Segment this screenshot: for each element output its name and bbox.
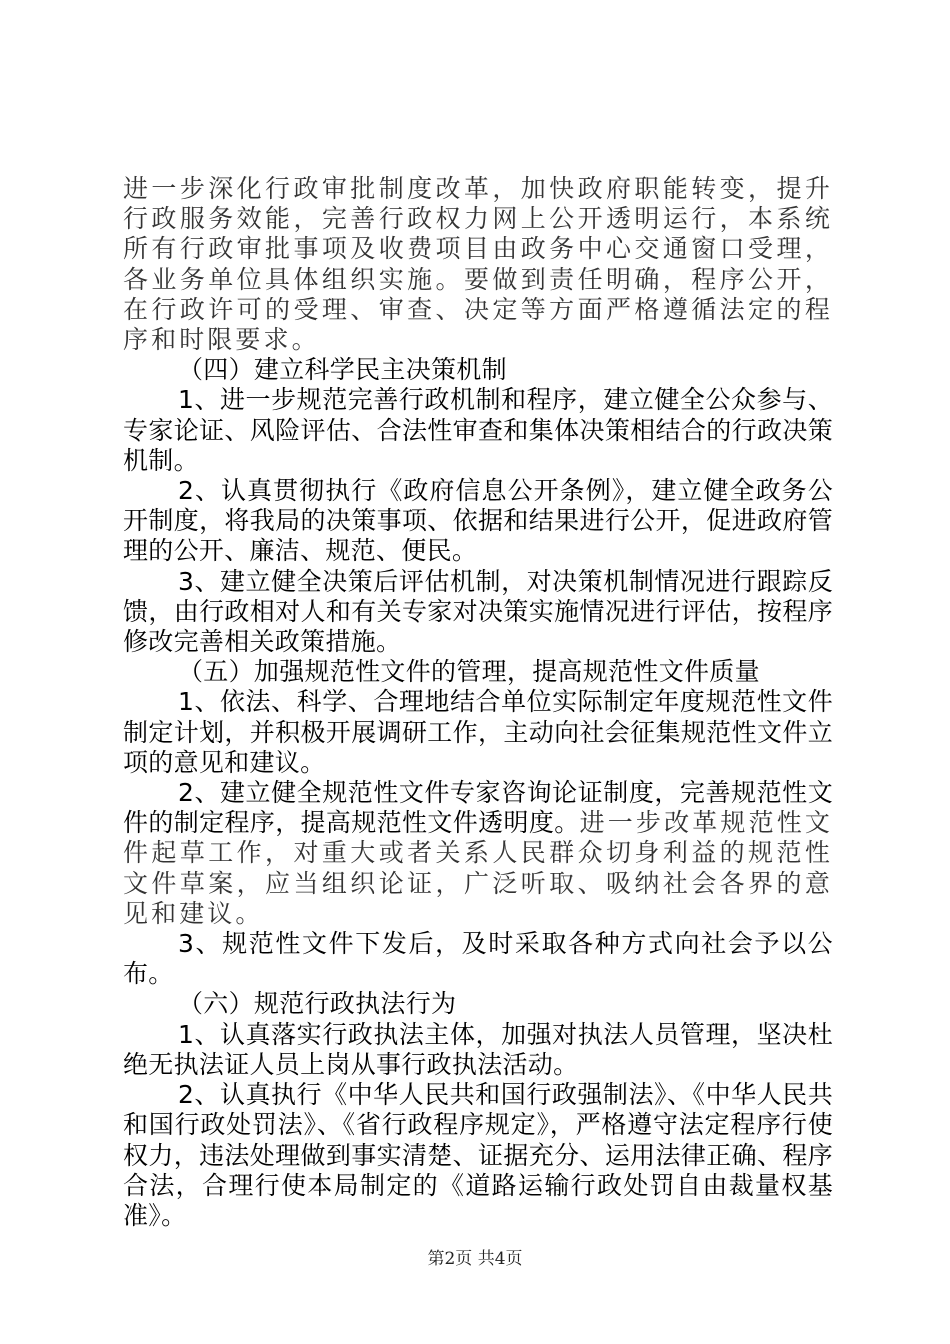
section-heading-6 xyxy=(123,989,833,1019)
page-footer xyxy=(0,1244,950,1269)
section-heading-5 xyxy=(123,657,833,687)
paragraph-text: 1、依法、科学、合理地结合单位实际制定年度规范性文件制定计划，并积极开展调研工作，主动向社会征集规范性文件立项的意见和建议。 xyxy=(123,687,833,777)
paragraph-intro xyxy=(123,174,833,355)
heading-text: （四）建立科学民主决策机制 xyxy=(178,355,507,385)
paragraph-5-1 xyxy=(123,687,833,778)
paragraph-6-2 xyxy=(123,1080,833,1231)
heading-text: （五）加强规范性文件的管理，提高规范性文件质量 xyxy=(178,657,760,687)
document-body xyxy=(123,174,833,1231)
paragraph-5-2 xyxy=(123,778,833,929)
paragraph-6-1 xyxy=(123,1020,833,1080)
page-number-label: 第2页 共4页 xyxy=(427,1249,523,1269)
paragraph-text: 2、认真贯彻执行《政府信息公开条例》，建立健全政务公开制度，将我局的决策事项、依据和结果进行公开，促进政府管理的公开、廉洁、规范、便民。 xyxy=(123,476,833,566)
paragraph-4-2 xyxy=(123,476,833,567)
paragraph-text: 2、建立健全规范性文件专家咨询论证制度，完善规范性文件的制定程序，提高规范性文件透明度。 xyxy=(123,778,833,838)
section-heading-4 xyxy=(123,355,833,385)
paragraph-text: 2、认真执行《中华人民共和国行政强制法》、《中华人民共和国行政处罚法》、《省行政程序规定》，严格遵守法定程序行使权力，违法处理做到事实清楚、证据充分、运用法律正确、程序合法，合理行使本局制定的《道路运输行政处罚自由裁量权基准》。 xyxy=(123,1080,833,1230)
paragraph-4-3 xyxy=(123,567,833,658)
heading-text: （六）规范行政执法行为 xyxy=(178,989,457,1019)
paragraph-text: 3、建立健全决策后评估机制，对决策机制情况进行跟踪反馈，由行政相对人和有关专家对决策实施情况进行评估，按程序修改完善相关政策措施。 xyxy=(123,566,833,657)
paragraph-text-continued: 进一步改革规范性文件起草工作，对重大或者关系人民群众切身利益的规范性文件草案，应当组织论证，广泛听取、吸纳社会各界的意见和建议。 xyxy=(123,808,833,928)
paragraph-text: 3、规范性文件下发后，及时采取各种方式向社会予以公布。 xyxy=(123,929,833,989)
paragraph-text: 1、认真落实行政执法主体，加强对执法人员管理，坚决杜绝无执法证人员上岗从事行政执法活动。 xyxy=(123,1019,833,1079)
paragraph-text: 1、进一步规范完善行政机制和程序，建立健全公众参与、专家论证、风险评估、合法性审查和集体决策相结合的行政决策机制。 xyxy=(123,385,833,475)
paragraph-text: 进一步深化行政审批制度改革，加快政府职能转变，提升行政服务效能，完善行政权力网上公开透明运行，本系统所有行政审批事项及收费项目由政务中心交通窗口受理，各业务单位具体组织实施。要做到责任明确，程序公开，在行政许可的受理、审查、决定等方面严格遵循法定的程序和时限要求。 xyxy=(123,174,833,355)
paragraph-4-1 xyxy=(123,385,833,476)
paragraph-5-3 xyxy=(123,929,833,989)
